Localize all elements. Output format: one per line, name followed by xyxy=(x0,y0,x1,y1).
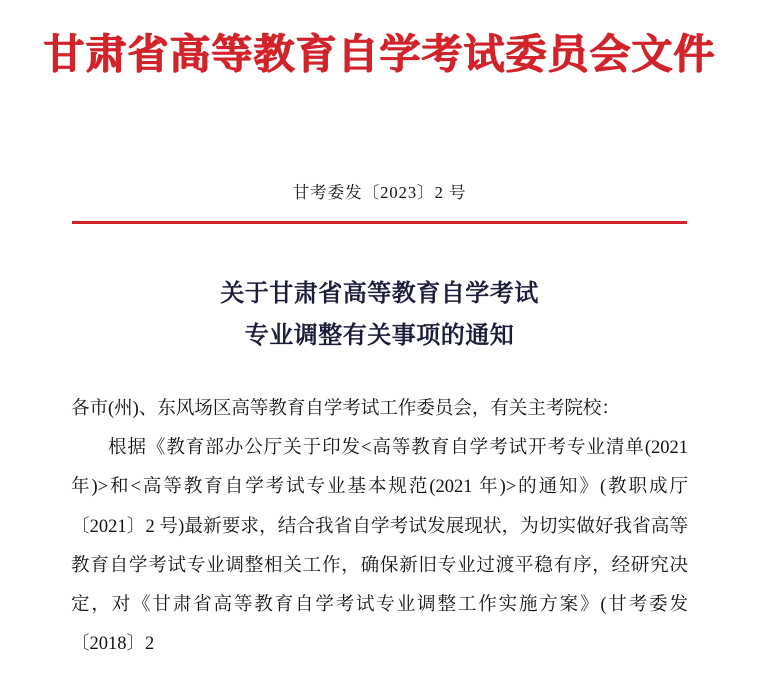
document-body xyxy=(71,390,688,665)
document-title xyxy=(0,272,759,356)
body-paragraph-main: 根据《教育部办公厅关于印发<高等教育自学考试开考专业清单(2021 年)>和<高等教育自学考试专业基本规范(2021 年)>的通知》(教职成厅〔2021〕2 号)最新要求，结合我省自学考试发展现状，为切实做好我省高等教育自学考试专业调整相关工作，确保新旧专业过渡平稳有序，经研究决定，对《甘肃省高等教育自学考试专业调整工作实施方案》(甘考委发〔2018〕2 xyxy=(71,438,688,655)
document-number: 甘考委发〔2023〕2 号 xyxy=(292,183,467,202)
red-divider-rule xyxy=(72,221,687,224)
document-title-line-1: 关于甘肃省高等教育自学考试 xyxy=(220,278,539,307)
document-masthead: 甘肃省高等教育自学考试委员会文件 xyxy=(43,30,716,78)
body-paragraph-salutation: 各市(州)、东风场区高等教育自学考试工作委员会，有关主考院校： xyxy=(71,399,620,419)
document-title-line-2: 专业调整有关事项的通知 xyxy=(244,320,515,349)
